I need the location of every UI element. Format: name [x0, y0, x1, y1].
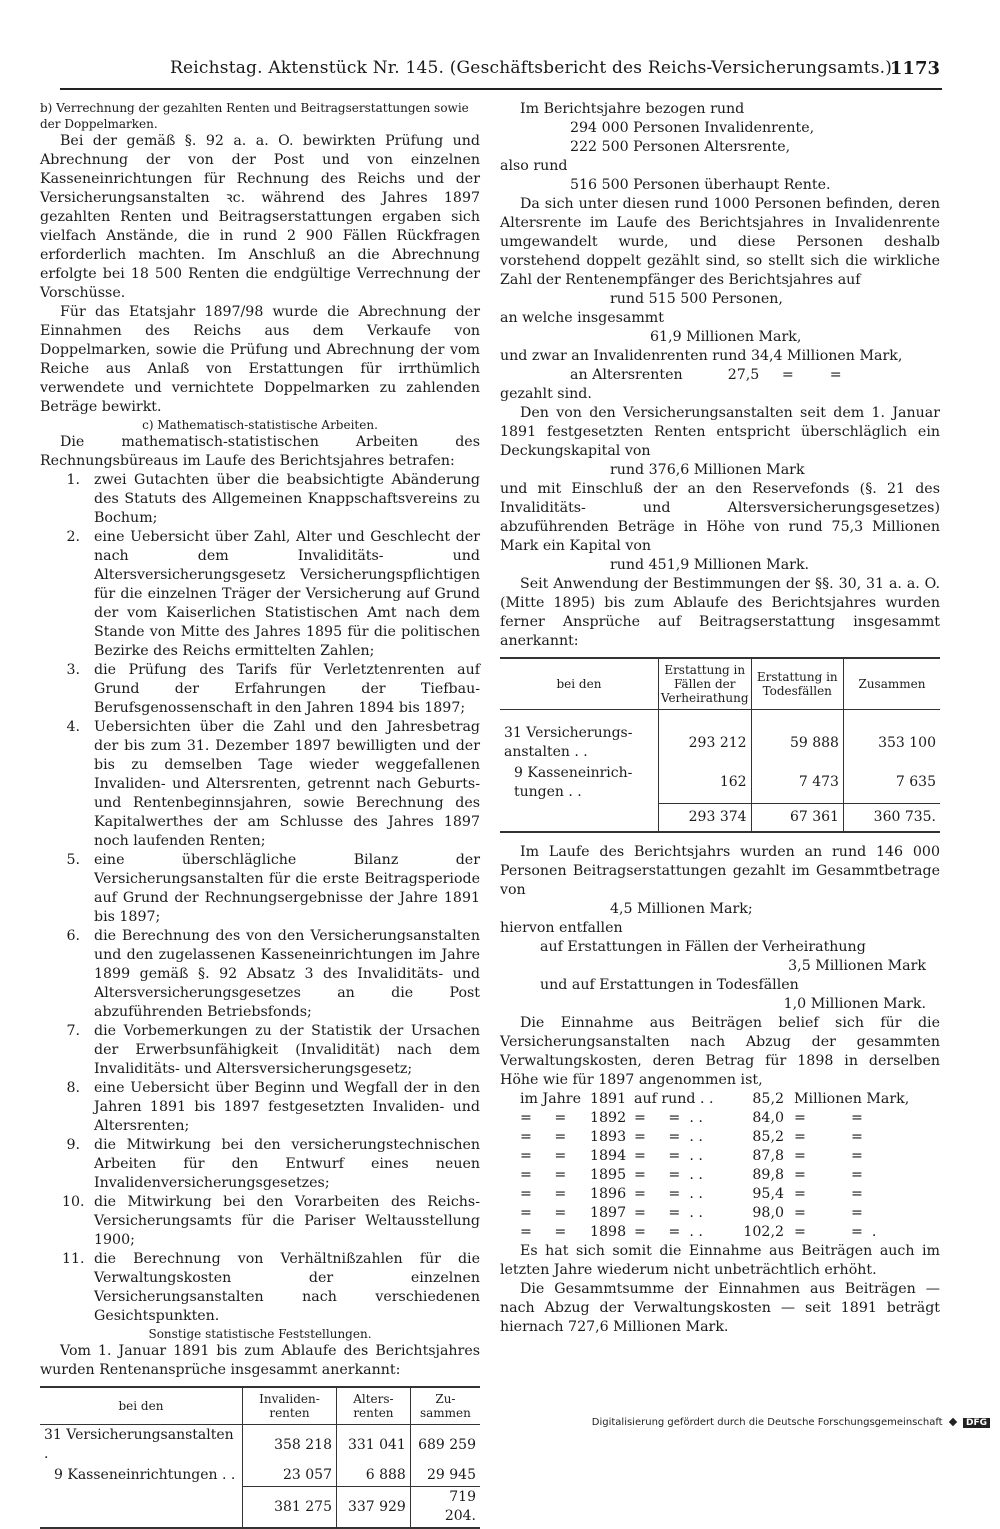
text-line: 61,9 Millionen Mark,: [650, 329, 802, 345]
paragraph: Es hat sich somit die Einnahme aus Beiträgen auch im letzten Jahre wiederum nicht unbeträchtlich erhöht.: [500, 1242, 940, 1278]
text-line: und auf Erstattungen in Todesfällen: [540, 976, 799, 993]
list-item: = = 1898 = = . . 102,2 = = .: [520, 1223, 877, 1240]
table-header: Invaliden-renten: [242, 1387, 336, 1425]
text-line: an welche insgesammt: [500, 310, 664, 326]
list-item: 4. Uebersichten über die Zahl und den Jahresbetrag der bis zum 31. Dezember 1897 bewilligten und der bis zu demselben Tage wieder weggefallenen Invaliden- und Altersrenten, getrennt nach Geburts- und Rentenbeginnsjahren, sowie Berechnung des Kapitalwerthes der am Schlusse des Jahres 1897 noch laufenden Renten;: [66, 719, 480, 849]
paragraph: Da sich unter diesen rund 1000 Personen befinden, deren Altersrente im Laufe des Berichtsjahres in Invalidenrente umgewandelt wurde, und diese Personen deshalb vorstehend doppelt gezählt sind, so stellt sich die wirkliche Zahl der Rentenempfänger des Berichtsjahres auf: [500, 196, 940, 288]
page-number: 1173: [889, 58, 940, 79]
text-line: 516 500 Personen überhaupt Rente.: [570, 177, 831, 193]
list-item: = = 1896 = = . . 95,4 = =: [520, 1185, 863, 1202]
page-header: [60, 56, 942, 90]
left-column: [40, 100, 480, 1529]
list-item: 10. die Mitwirkung bei den Vorarbeiten des Reichs-Versicherungsamts für die Pariser Weltausstellung 1900;: [62, 1194, 480, 1248]
section-heading-c: c) Mathematisch-statistische Arbeiten.: [142, 418, 378, 432]
list-item: = = 1892 = = . . 84,0 = =: [520, 1109, 863, 1126]
table-header: bei den: [40, 1387, 242, 1425]
table-row: 31 Versicherungsanstalten . 358 218 331 041 689 259: [40, 1425, 480, 1466]
year-list: [500, 1090, 940, 1242]
text-line: an Altersrenten 27,5 = =: [570, 367, 842, 383]
section-heading-sonstige: Sonstige statistische Feststellungen.: [148, 1327, 372, 1341]
paragraph: Für das Etatsjahr 1897/98 wurde die Abrechnung der Einnahmen des Reichs aus dem Verkaufe von Doppelmarken, sowie die Prüfung und Abrechnung der vom Reiche aus Anlaß von Erstattungen für irrthümlich verwendete und vernichtete Doppelmarken zu zahlenden Beträge bewirkt.: [40, 304, 480, 415]
table-row: 31 Versicherungs-anstalten . . 293 212 59 888 353 100: [500, 710, 940, 764]
list-item: 5. eine überschlägliche Bilanz der Versicherungsanstalten für die erste Beitragsperiode auf Grund der Rechnungsergebnisse der Jahre 1891 bis 1897;: [66, 852, 480, 925]
section-heading-b: b) Verrechnung der gezahlten Renten und Beitragserstattungen sowie der Doppelmarken.: [40, 101, 469, 131]
list-item: = = 1897 = = . . 98,0 = =: [520, 1204, 863, 1221]
text-line: 222 500 Personen Altersrente,: [570, 139, 791, 155]
table-header: Erstattung in Fällen der Verheirathung: [658, 658, 751, 710]
list-item: = = 1895 = = . . 89,8 = =: [520, 1166, 863, 1183]
list-item: = = 1894 = = . . 87,8 = =: [520, 1147, 863, 1164]
text-line: rund 515 500 Personen,: [610, 291, 783, 307]
table-row: 9 Kasseneinrich-tungen . . 162 7 473 7 635: [500, 763, 940, 803]
text-line: 3,5 Millionen Mark: [788, 957, 926, 974]
renten-table: [40, 1386, 480, 1529]
list-item: 3. die Prüfung des Tarifs für Verletztenrenten auf Grund der Erfahrungen der Tiefbau-Berufsgenossenschaft in den Jahren 1894 bis 1897;: [66, 662, 480, 716]
text-line: Im Berichtsjahre bezogen rund: [520, 101, 745, 117]
list-item: 8. eine Uebersicht über Beginn und Wegfall der in den Jahren 1891 bis 1897 festgesetzten Invaliden- und Altersrenten;: [66, 1080, 480, 1134]
paragraph: Bei der gemäß §. 92 a. a. O. bewirkten Prüfung und Abrechnung der von der Post und von einzelnen Kasseneinrichtungen für Rechnung des Reichs und der Versicherungsanstalten ꝛc. während des Jahres 1897 gezahlten Renten und Beitragserstattungen ergaben sich vielfach Anstände, die in rund 2 900 Fällen Rückfragen erforderlich machten. Im Anschluß an die Abrechnung erfolgte bei 18 500 Renten die endgültige Verrechnung der Vorschüsse.: [40, 133, 480, 301]
paragraph: Die mathematisch-statistischen Arbeiten des Rechnungsbüreaus im Laufe des Berichtsjahres betrafen:: [40, 434, 480, 469]
text-line: rund 451,9 Millionen Mark.: [610, 557, 810, 573]
dfg-logo: DFG: [963, 1418, 990, 1428]
erstattungen-table: [500, 657, 940, 833]
paragraph: Den von den Versicherungsanstalten seit dem 1. Januar 1891 festgesetzten Renten entspricht überschläglich ein Deckungskapital von: [500, 405, 940, 459]
paragraph: Die Gesammtsumme der Einnahmen aus Beiträgen — nach Abzug der Verwaltungskosten — seit 1891 beträgt hiernach 727,6 Millionen Mark.: [500, 1280, 940, 1335]
running-head: Reichstag. Aktenstück Nr. 145. (Geschäftsbericht des Reichs-Versicherungsamts.): [170, 58, 893, 78]
list-item: = = 1893 = = . . 85,2 = =: [520, 1128, 863, 1145]
text-line: 1,0 Millionen Mark.: [783, 995, 926, 1012]
text-line: 4,5 Millionen Mark;: [610, 900, 753, 917]
table-sum-row: 293 374 67 361 360 735.: [500, 803, 940, 832]
right-column: [500, 100, 940, 1337]
list-item: im Jahre 1891 auf rund . . 85,2 Millionen Mark,: [520, 1090, 910, 1107]
table-row: 9 Kasseneinrichtungen . . 23 057 6 888 29 945: [40, 1465, 480, 1487]
table-header: bei den: [500, 658, 658, 710]
paragraph: Seit Anwendung der Bestimmungen der §§. 30, 31 a. a. O. (Mitte 1895) bis zum Ablaufe des Berichtsjahres wurden ferner Ansprüche auf Beitragserstattung insgesammt anerkannt:: [500, 576, 940, 649]
text-line: und zwar an Invalidenrenten rund 34,4 Millionen Mark,: [500, 348, 903, 364]
numbered-list: [40, 471, 480, 1326]
table-header: Erstattung in Todesfällen: [751, 658, 843, 710]
text-line: also rund: [500, 158, 568, 174]
list-item: 2. eine Uebersicht über Zahl, Alter und Geschlecht der nach dem Invaliditäts- und Altersversicherungsgesetz Versicherungspflichtigen für die einzelnen Träger der Versicherung auf Grund der vom Kaiserlichen Statistischen Amt nach dem Stande von Mitte des Jahres 1895 für die politischen Bezirke des Reichs ermittelten Zahlen;: [66, 529, 480, 659]
table-header: Zu-sammen: [410, 1387, 480, 1425]
text-line: hiervon entfallen: [500, 919, 623, 936]
paragraph: und mit Einschluß der an den Reservefonds (§. 21 des Invaliditäts- und Altersversicherungsgesetzes) abzuführenden Beträge in Höhe von rund 75,3 Millionen Mark ein Kapital von: [500, 481, 940, 554]
footer-text: Digitalisierung gefördert durch die Deutsche Forschungsgemeinschaft: [591, 1417, 943, 1428]
list-item: 7. die Vorbemerkungen zu der Statistik der Ursachen der Erwerbsunfähigkeit (Invalidität) nach dem Invaliditäts- und Altersversicherungsgesetz;: [66, 1023, 480, 1077]
list-item: 1. zwei Gutachten über die beabsichtigte Abänderung des Statuts des Allgemeinen Knappschaftsvereins zu Bochum;: [66, 472, 480, 526]
text-line: auf Erstattungen in Fällen der Verheirathung: [540, 938, 866, 955]
text-line: gezahlt sind.: [500, 386, 592, 402]
table-sum-row: 381 275 337 929 719 204.: [40, 1487, 480, 1529]
paragraph: Vom 1. Januar 1891 bis zum Ablaufe des Berichtsjahres wurden Rentenansprüche insgesammt anerkannt:: [40, 1343, 480, 1378]
list-item: 6. die Berechnung des von den Versicherungsanstalten und den zugelassenen Kasseneinrichtungen im Jahre 1899 gemäß §. 92 Absatz 3 des Invaliditäts- und Altersversicherungsgesetzes an die Post abzuführenden Betriebsfonds;: [66, 928, 480, 1020]
footer: [592, 1417, 990, 1428]
paragraph: Die Einnahme aus Beiträgen belief sich für die Versicherungsanstalten nach Abzug der gesammten Verwaltungskosten, deren Betrag für 1898 in derselben Höhe wie für 1897 angenommen ist,: [500, 1014, 940, 1088]
table-header: Alters-renten: [337, 1387, 411, 1425]
list-item: 11. die Berechnung von Verhältnißzahlen für die Verwaltungskosten der einzelnen Versicherungsanstalten nach verschiedenen Gesichtspunkten.: [62, 1251, 480, 1324]
diamond-icon: [949, 1418, 957, 1426]
paragraph: Im Laufe des Berichtsjahrs wurden an rund 146 000 Personen Beitragserstattungen gezahlt im Gesammtbetrage von: [500, 843, 940, 898]
list-item: 9. die Mitwirkung bei den versicherungstechnischen Arbeiten für den Entwurf eines neuen Invalidenversicherungsgesetzes;: [66, 1137, 480, 1191]
text-line: 294 000 Personen Invalidenrente,: [570, 120, 815, 136]
text-line: rund 376,6 Millionen Mark: [610, 462, 805, 478]
table-header: Zusammen: [843, 658, 940, 710]
